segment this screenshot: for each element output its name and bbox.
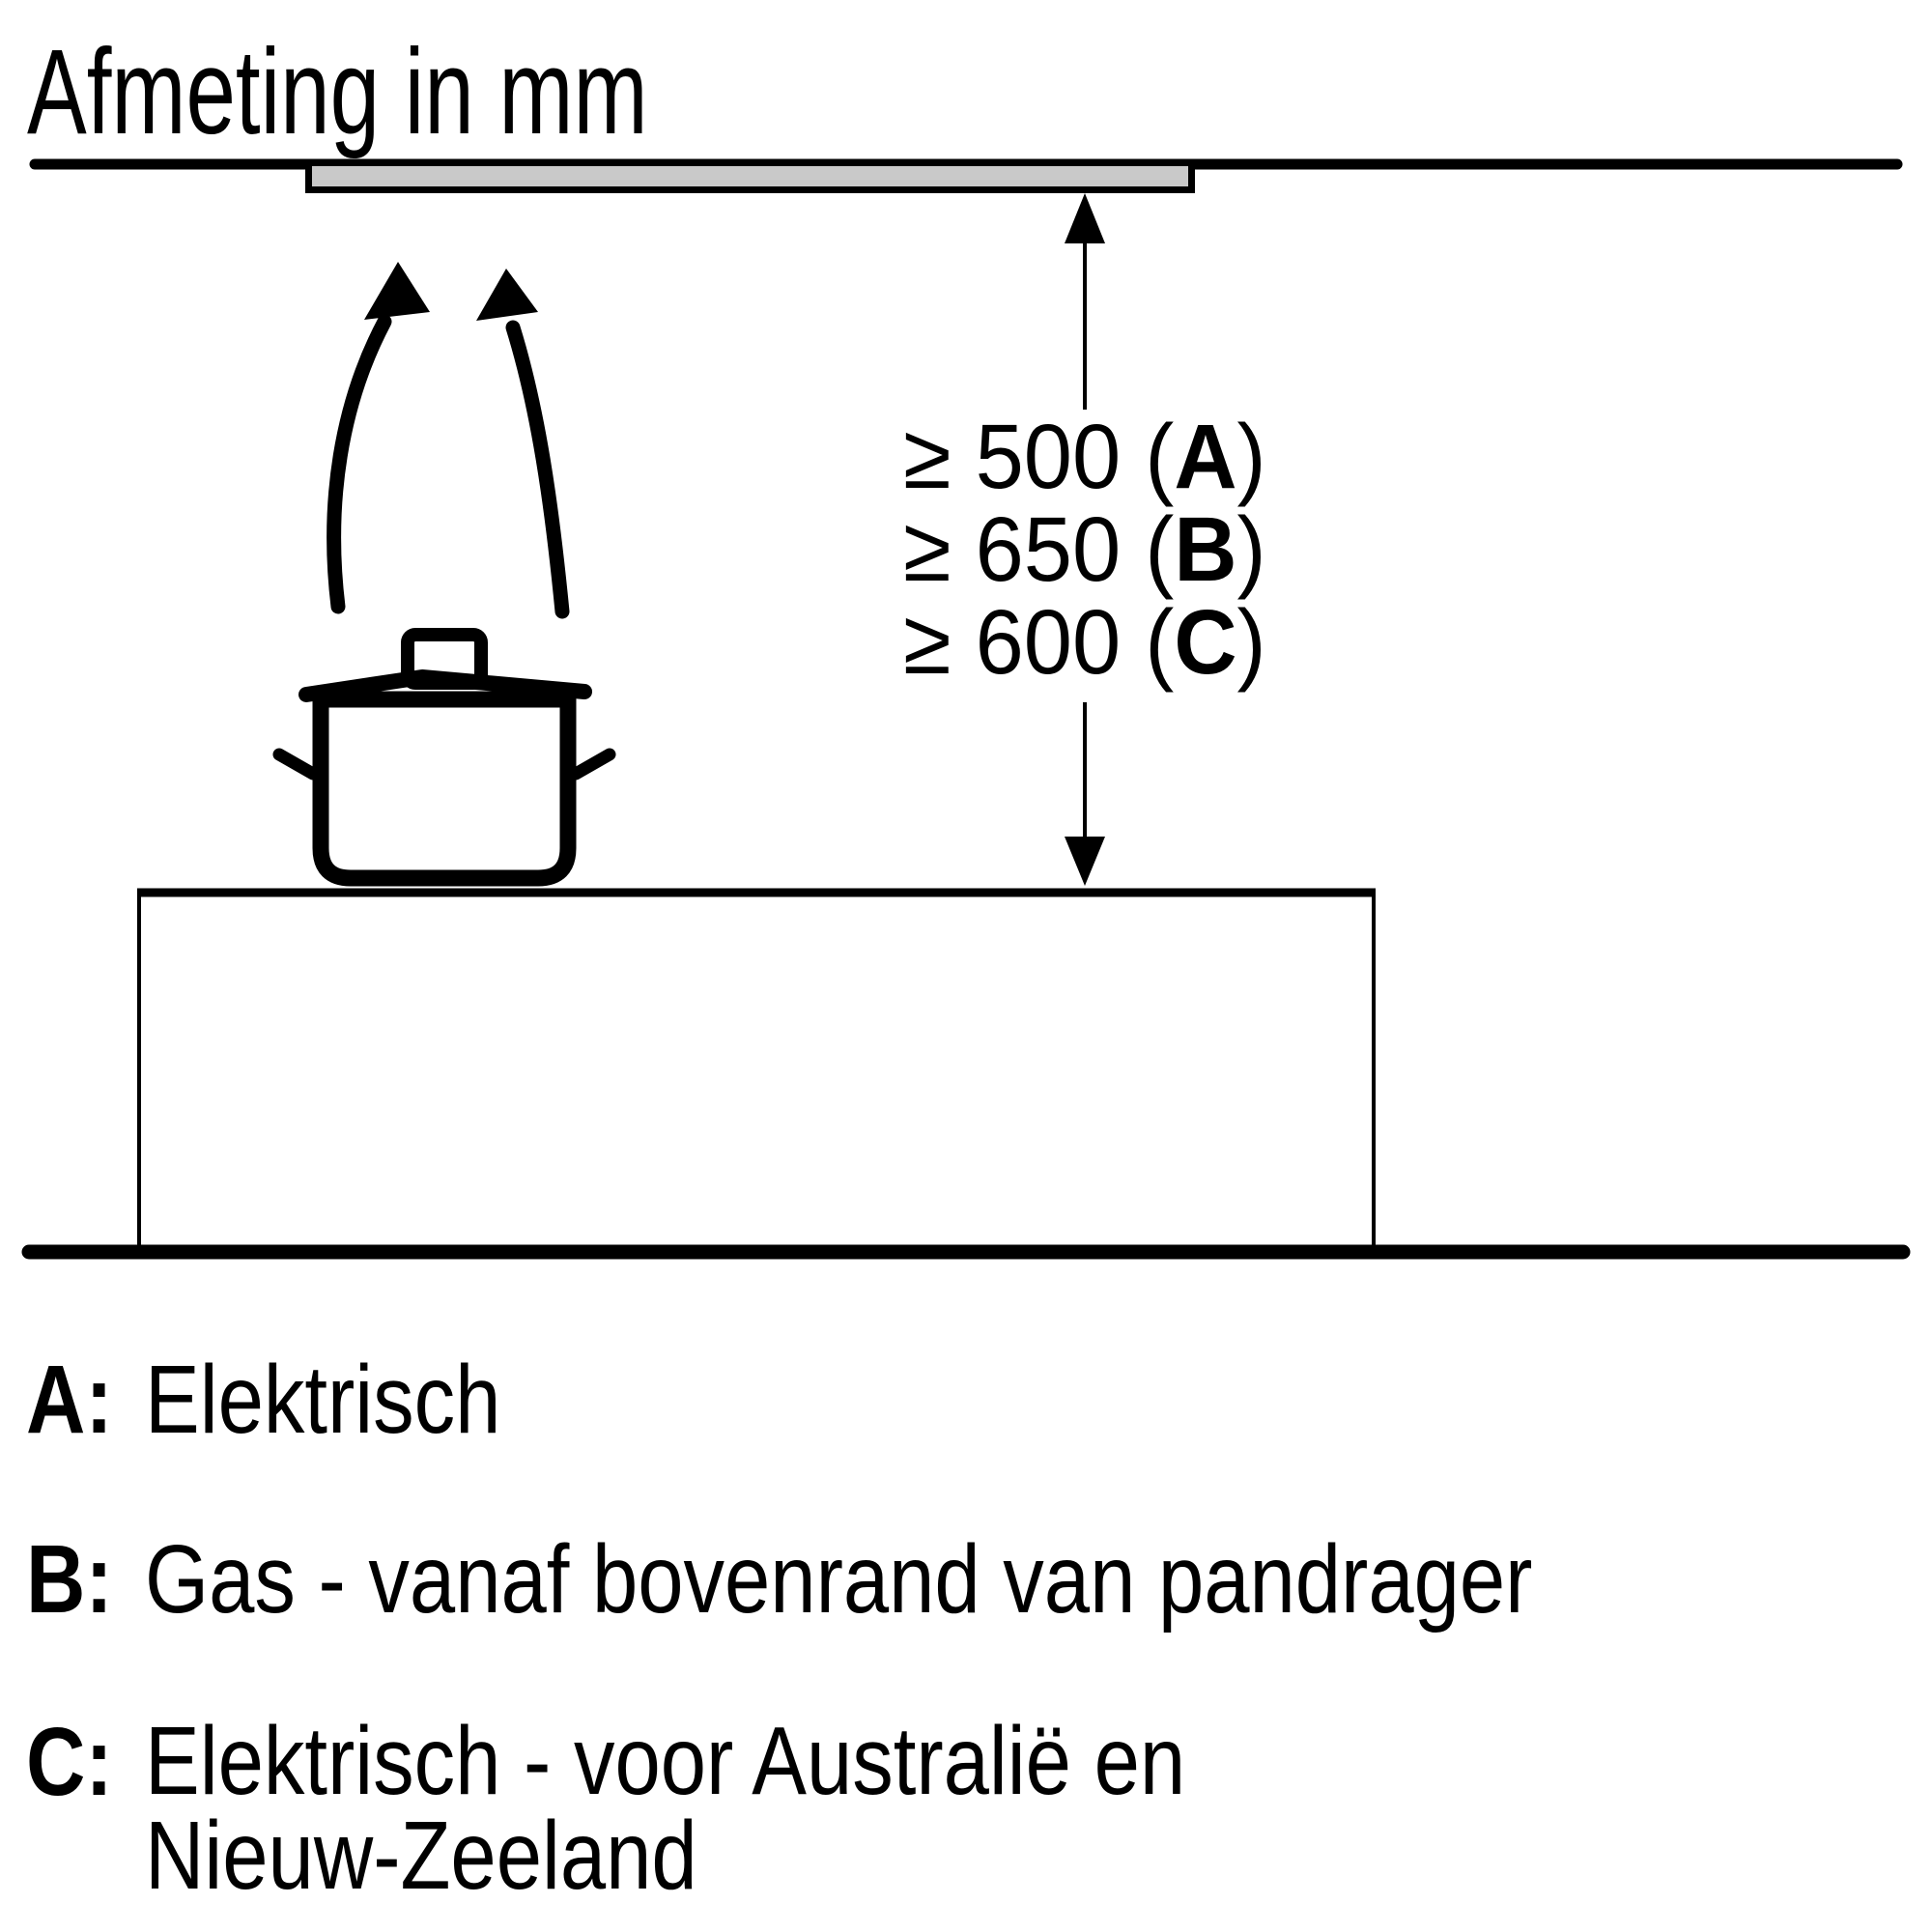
dimension-letter: B	[1174, 498, 1237, 601]
page-title: Afmeting in mm	[27, 25, 648, 159]
legend-text-a	[145, 1346, 501, 1454]
pot-handle-right	[576, 754, 610, 774]
dimension-label-b	[903, 498, 1266, 601]
pot-body	[321, 699, 568, 878]
dimension-letter: A	[1174, 406, 1237, 508]
dimension-letter: C	[1174, 591, 1237, 694]
dimension-value: ≥ 650 (	[903, 498, 1175, 601]
dimension-label-c	[903, 591, 1266, 694]
dimension-arrowhead-up	[1065, 193, 1105, 243]
dimension-label-a	[903, 406, 1266, 508]
legend-line: Gas - vanaf bovenrand van pandrager	[145, 1525, 1533, 1634]
pot-handle-left	[279, 754, 313, 774]
legend-label-c: C:	[26, 1708, 113, 1816]
legend-label-b: B:	[26, 1525, 113, 1634]
steam-arrow-left	[334, 322, 384, 607]
legend-line: Elektrisch	[145, 1346, 501, 1454]
steam-arrow-right-head	[476, 269, 538, 321]
steam-arrow-left-head	[364, 262, 430, 320]
cooker-hood	[309, 163, 1192, 190]
dimension-value: ≥ 600 (	[903, 591, 1175, 694]
legend-text-c	[145, 1707, 1186, 1910]
dimension-arrowhead-down	[1065, 837, 1105, 886]
dimension-value: ≥ 500 (	[903, 406, 1175, 508]
dimension-paren: )	[1236, 406, 1266, 508]
legend-line: Elektrisch - voor Australië en	[145, 1707, 1186, 1815]
dimension-paren: )	[1236, 498, 1266, 601]
steam-arrow-right	[513, 327, 562, 611]
legend-line: Nieuw-Zeeland	[145, 1802, 697, 1910]
legend-label-a: A:	[26, 1346, 113, 1454]
dimension-paren: )	[1236, 591, 1266, 694]
legend-text-b	[145, 1525, 1533, 1634]
